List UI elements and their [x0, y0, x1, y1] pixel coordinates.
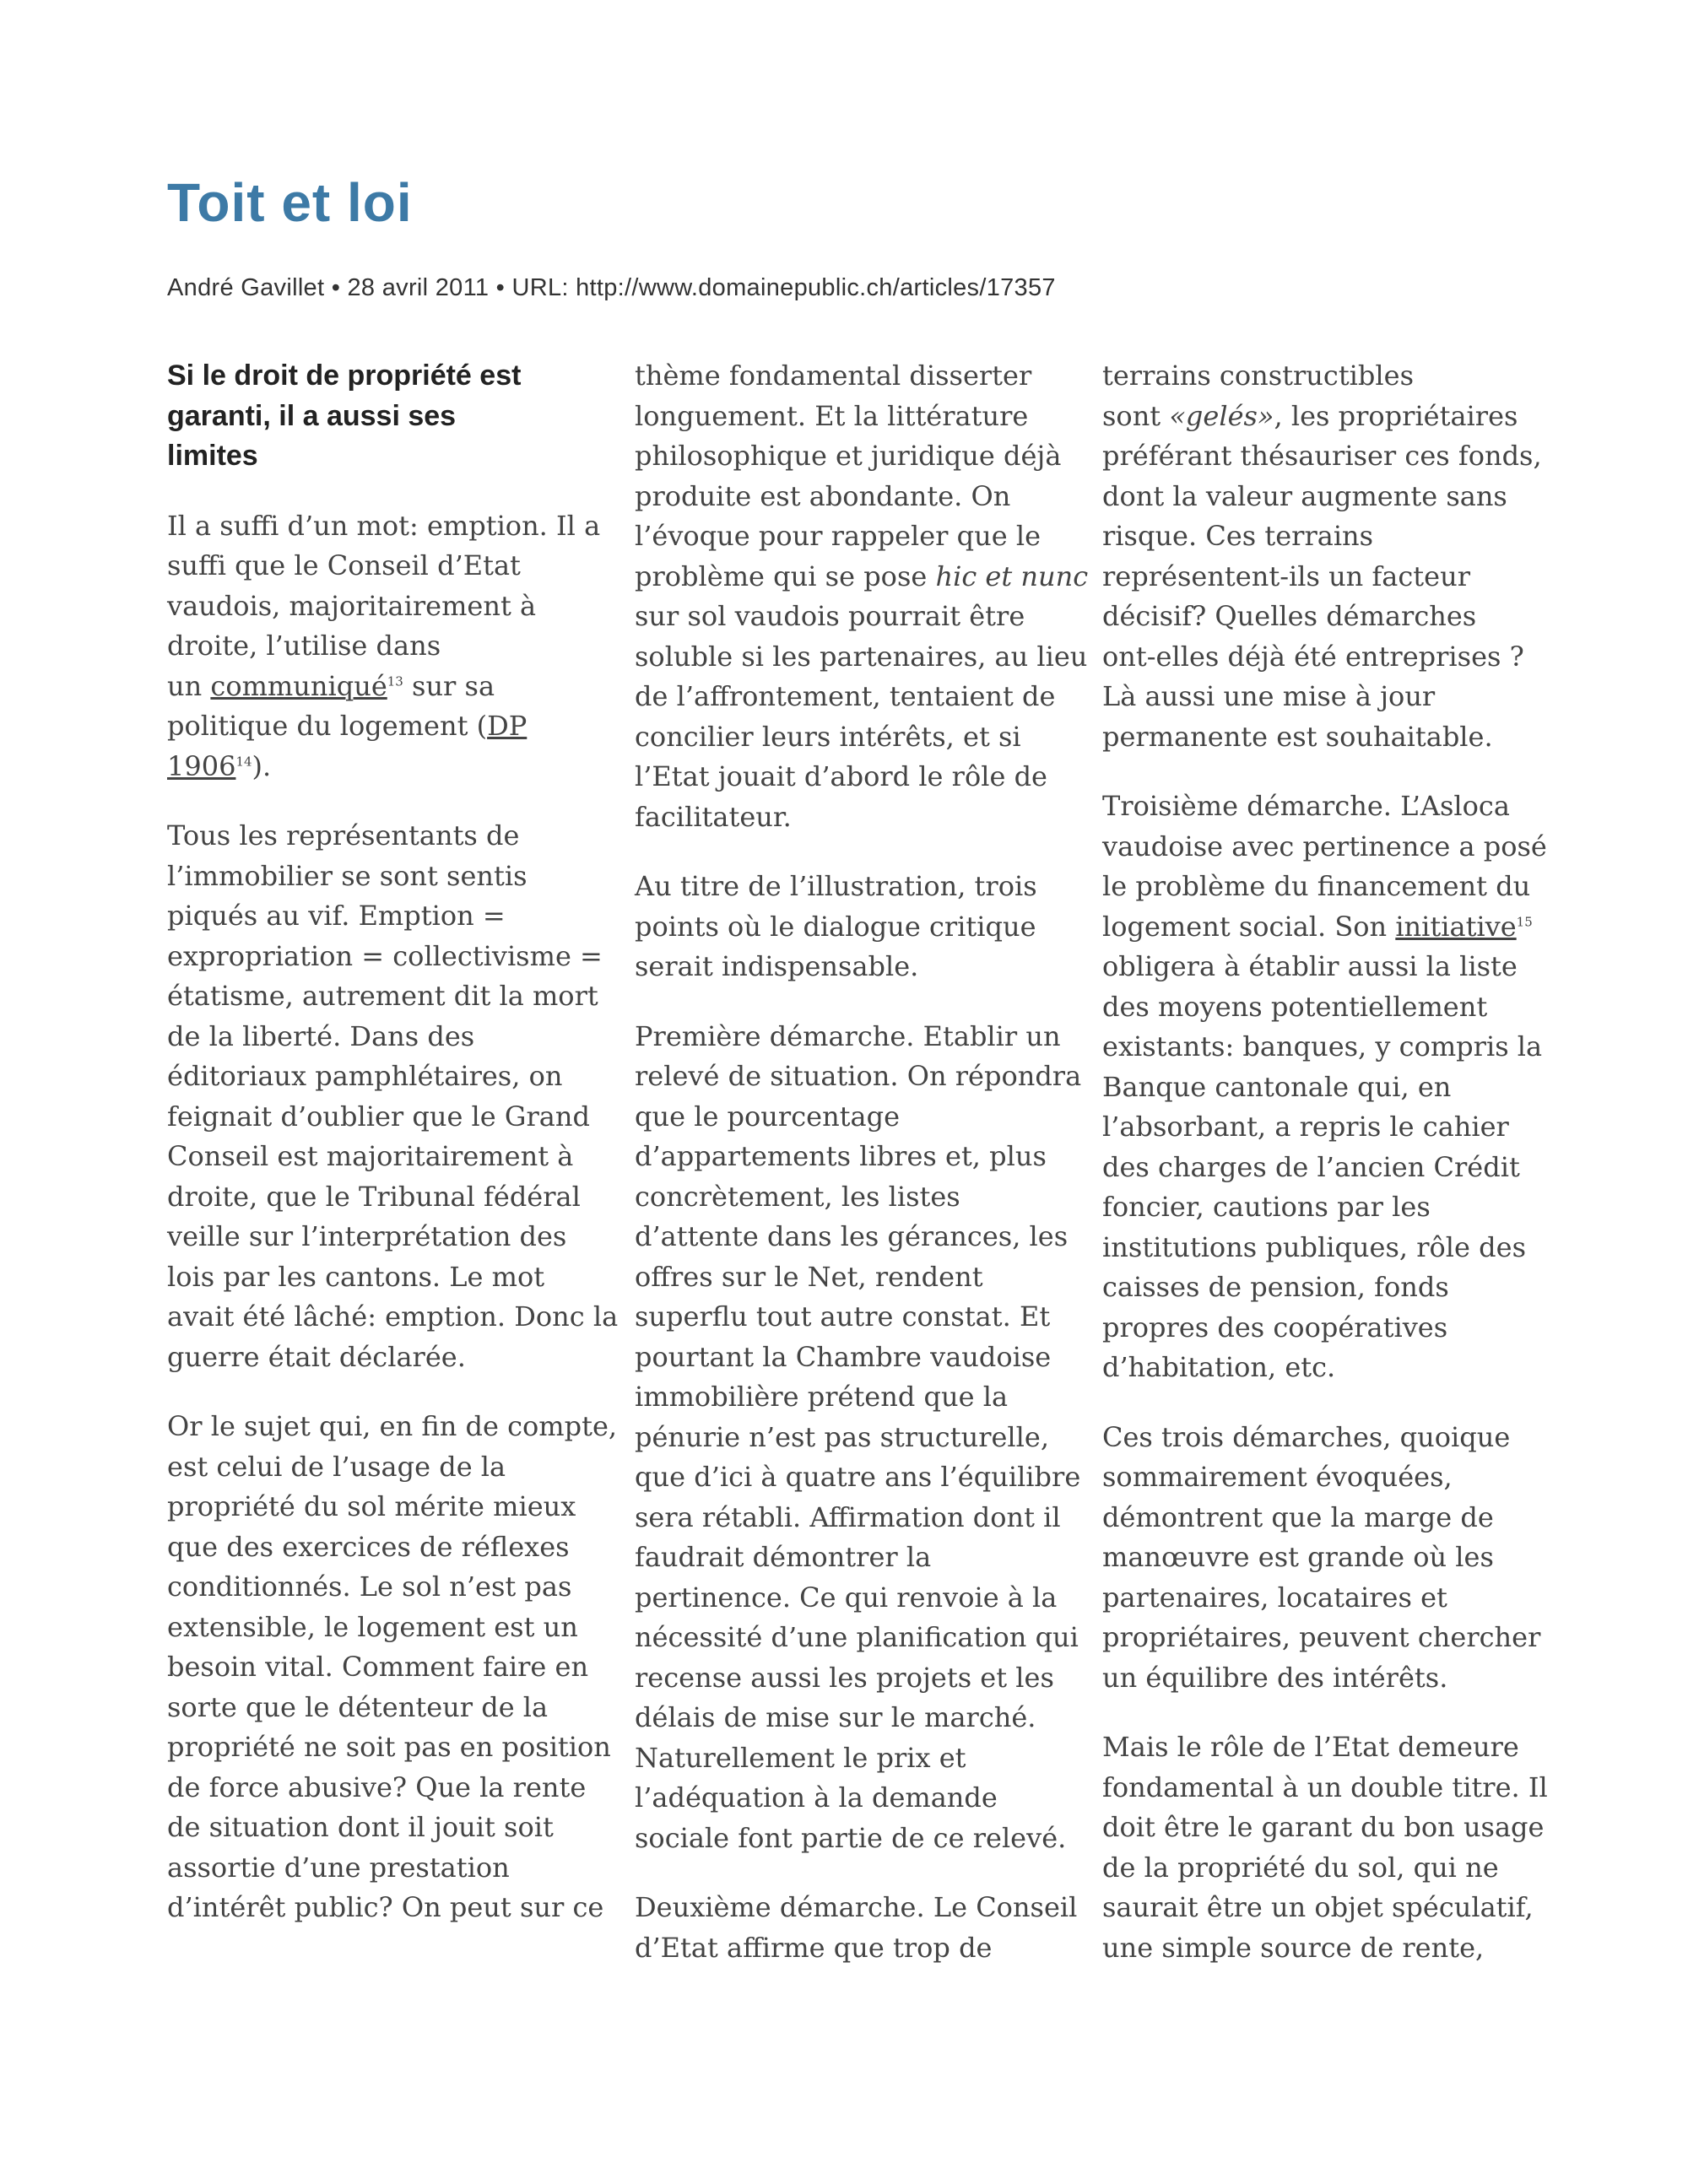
text-line: d’attente dans les gérances, les — [635, 1220, 1069, 1252]
text-line — [167, 706, 598, 747]
text-line: Tous les représentants de — [167, 819, 520, 851]
text-line — [167, 667, 598, 707]
paragraph — [635, 1888, 1078, 1968]
text-line: pénurie n’est pas structurelle, — [635, 1420, 1049, 1453]
text-line: Mais le rôle de l’Etat demeure — [1102, 1731, 1519, 1763]
text-line: concrètement, les listes — [635, 1180, 960, 1213]
text-line — [1102, 907, 1533, 948]
text-line: faudrait démontrer la — [635, 1541, 932, 1573]
text-line: Première démarche. Etablir un — [635, 1019, 1061, 1052]
text-line: sur sol vaudois pourrait être — [635, 600, 1025, 632]
text-line — [1102, 397, 1533, 437]
text-line: avait été lâché: emption. Donc la — [167, 1300, 619, 1333]
text-line: caisses de pension, fonds — [1102, 1271, 1449, 1303]
text-fragment: sont — [1102, 399, 1170, 432]
text-line: propriété ne soit pas en position — [167, 1731, 611, 1763]
text-line: l’immobilier se sont sentis — [167, 859, 528, 892]
text-line: institutions publiques, rôle des — [1102, 1230, 1526, 1263]
text-line: lois par les cantons. Le mot — [167, 1260, 545, 1293]
text-line: Naturellement le prix et — [635, 1741, 966, 1774]
paragraph — [635, 1017, 1082, 1859]
text-line: d’Etat affirme que trop de — [635, 1931, 993, 1964]
text-line: offres sur le Net, rendent — [635, 1260, 983, 1293]
footnote-ref: 14 — [235, 753, 252, 769]
text-line: Conseil est majoritairement à — [167, 1140, 574, 1172]
text-line — [167, 747, 598, 787]
article-title: Toit et loi — [167, 172, 413, 233]
text-line: longuement. Et la littérature — [635, 399, 1029, 432]
text-line: que le pourcentage — [635, 1100, 901, 1133]
paragraph — [167, 816, 619, 1377]
paragraph — [1102, 787, 1547, 1388]
text-fragment: sur sa — [403, 669, 495, 702]
text-line: extensible, le logement est un — [167, 1610, 578, 1643]
text-line: concilier leurs intérêts, et si — [635, 720, 1021, 753]
text-line: conditionnés. Le sol n’est pas — [167, 1570, 572, 1603]
text-line: assortie d’une prestation — [167, 1851, 510, 1884]
lead-line: limites — [167, 440, 258, 472]
text-line: pourtant la Chambre vaudoise — [635, 1340, 1052, 1373]
paragraph — [167, 506, 601, 787]
text-line: existants: banques, y compris la — [1102, 1030, 1543, 1062]
communique-link[interactable]: communiqué — [210, 669, 387, 702]
text-line: philosophique et juridique déjà — [635, 440, 1062, 472]
text-line: Au titre de l’illustration, trois — [635, 870, 1037, 902]
footnote-ref: 13 — [387, 673, 403, 689]
text-line: de la propriété du sol, qui ne — [1102, 1851, 1499, 1884]
paragraph — [1102, 1727, 1548, 1968]
dp-link-number[interactable]: 1906 — [167, 749, 236, 782]
text-line: Il a suffi d’un mot: emption. Il a — [167, 509, 601, 542]
article-meta: André Gavillet • 28 avril 2011 • URL: http://www.domainepublic.ch/articles/17357 — [167, 274, 1056, 301]
text-line: que d’ici à quatre ans l’équilibre — [635, 1461, 1081, 1493]
text-line: de l’affrontement, tentaient de — [635, 680, 1056, 712]
column-3 — [1102, 356, 1548, 1997]
text-line: l’absorbant, a repris le cahier — [1102, 1111, 1509, 1143]
text-line: décisif? Quelles démarches — [1102, 600, 1477, 632]
lead-line: Si le droit de propriété est — [167, 359, 522, 392]
text-line: superflu tout autre constat. Et — [635, 1300, 1051, 1333]
text-line: de la liberté. Dans des — [167, 1019, 475, 1052]
text-line: thème fondamental disserter — [635, 359, 1032, 392]
text-line: sorte que le détenteur de la — [167, 1690, 549, 1723]
text-line: démontrent que la marge de — [1102, 1500, 1494, 1533]
text-line: que des exercices de réflexes — [167, 1530, 570, 1563]
text-line: besoin vital. Comment faire en — [167, 1651, 589, 1683]
text-fragment: problème qui se pose — [635, 560, 936, 592]
text-line: d’appartements libres et, plus — [635, 1140, 1047, 1172]
text-line: Or le sujet qui, en fin de compte, — [167, 1410, 618, 1442]
text-line: représentent-ils un facteur — [1102, 560, 1470, 592]
text-line: veille sur l’interprétation des — [167, 1220, 567, 1252]
text-line: suffi que le Conseil d’Etat — [167, 549, 521, 581]
text-line: manœuvre est grande où les — [1102, 1541, 1494, 1573]
text-line: Banque cantonale qui, en — [1102, 1070, 1452, 1103]
text-line: droite, que le Tribunal fédéral — [167, 1180, 581, 1213]
text-line: Troisième démarche. L’Asloca — [1102, 790, 1510, 822]
text-line: saurait être un objet spéculatif, — [1102, 1891, 1534, 1923]
text-line: préférant thésauriser ces fonds, — [1102, 440, 1542, 472]
text-line: propres des coopératives — [1102, 1311, 1448, 1343]
text-line: une simple source de rente, — [1102, 1931, 1485, 1964]
text-line: pertinence. Ce qui renvoie à la — [635, 1581, 1058, 1614]
text-line: délais de mise sur le marché. — [635, 1701, 1036, 1733]
text-line: propriété du sol mérite mieux — [167, 1490, 576, 1522]
text-line: le problème du financement du — [1102, 870, 1531, 902]
text-line: immobilière prétend que la — [635, 1381, 1009, 1413]
text-line: est celui de l’usage de la — [167, 1450, 506, 1483]
text-line: ont-elles déjà été entreprises ? — [1102, 640, 1524, 673]
text-line: d’intérêt public? On peut sur ce — [167, 1891, 604, 1923]
text-line: doit être le garant du bon usage — [1102, 1811, 1545, 1843]
paragraph — [635, 356, 1089, 837]
text-line: risque. Ces terrains — [1102, 520, 1374, 552]
text-fragment: ). — [252, 749, 272, 782]
text-line: feignait d’oublier que le Grand — [167, 1100, 590, 1133]
text-line: points où le dialogue critique — [635, 910, 1036, 943]
paragraph — [635, 867, 1065, 987]
text-line: sera rétabli. Affirmation dont il — [635, 1500, 1061, 1533]
text-line — [635, 557, 1089, 597]
emphasis: «gelés» — [1169, 399, 1274, 432]
text-fragment: logement social. Son — [1102, 910, 1396, 943]
text-line: Ces trois démarches, quoique — [1102, 1420, 1511, 1453]
column-2 — [635, 356, 1089, 1997]
text-line: Là aussi une mise à jour — [1102, 680, 1436, 712]
text-line: foncier, cautions par les — [1102, 1191, 1431, 1223]
text-line: des charges de l’ancien Crédit — [1102, 1150, 1520, 1183]
text-line: nécessité d’une planification qui — [635, 1621, 1079, 1653]
text-line: recense aussi les projets et les — [635, 1661, 1054, 1694]
text-line: de force abusive? Que la rente — [167, 1770, 587, 1803]
footnote-ref: 15 — [1516, 913, 1533, 929]
text-line: droite, l’utilise dans — [167, 630, 441, 662]
text-line: produite est abondante. On — [635, 479, 1011, 512]
text-line: guerre était déclarée. — [167, 1340, 466, 1373]
text-line: permanente est souhaitable. — [1102, 720, 1493, 753]
initiative-link[interactable]: initiative — [1395, 910, 1517, 943]
text-line: étatisme, autrement dit la mort — [167, 980, 598, 1012]
text-fragment: , les propriétaires — [1274, 399, 1518, 432]
text-line: relevé de situation. On répondra — [635, 1060, 1082, 1092]
text-line: dont la valeur augmente sans — [1102, 479, 1507, 512]
article-lead — [167, 356, 598, 477]
text-line: des moyens potentiellement — [1102, 990, 1488, 1023]
text-line: l’adéquation à la demande — [635, 1781, 998, 1814]
text-line: obligera à établir aussi la liste — [1102, 950, 1518, 982]
text-line: l’Etat jouait d’abord le rôle de — [635, 760, 1047, 792]
paragraph — [1102, 1418, 1541, 1699]
column-1 — [167, 356, 619, 1958]
text-line: sommairement évoquées, — [1102, 1461, 1453, 1493]
text-line: propriétaires, peuvent chercher — [1102, 1621, 1541, 1653]
text-line: éditoriaux pamphlétaires, on — [167, 1060, 563, 1092]
text-line: de situation dont il jouit soit — [167, 1811, 554, 1843]
lead-line: garanti, il a aussi ses — [167, 399, 457, 432]
text-line: d’habitation, etc. — [1102, 1351, 1336, 1383]
text-line: serait indispensable. — [635, 950, 919, 982]
text-line: facilitateur. — [635, 800, 792, 833]
text-line: Deuxième démarche. Le Conseil — [635, 1891, 1078, 1923]
text-line: vaudois, majoritairement à — [167, 589, 537, 622]
text-fragment: un — [167, 669, 211, 702]
paragraph — [1102, 356, 1542, 757]
text-line: un équilibre des intérêts. — [1102, 1661, 1448, 1694]
text-line: vaudoise avec pertinence a posé — [1102, 830, 1547, 862]
text-line: terrains constructibles — [1102, 359, 1414, 392]
emphasis: hic et nunc — [935, 560, 1089, 592]
text-line: sociale font partie de ce relevé. — [635, 1821, 1067, 1854]
text-fragment: politique du logement ( — [167, 710, 488, 742]
text-line: fondamental à un double titre. Il — [1102, 1770, 1548, 1803]
text-line: l’évoque pour rappeler que le — [635, 520, 1041, 552]
dp-link[interactable]: DP — [487, 710, 528, 742]
text-line: partenaires, locataires et — [1102, 1581, 1447, 1614]
text-line: piqués au vif. Emption = — [167, 900, 506, 932]
text-line: expropriation = collectivisme = — [167, 939, 603, 972]
text-line: soluble si les partenaires, au lieu — [635, 640, 1088, 673]
paragraph — [167, 1407, 618, 1928]
